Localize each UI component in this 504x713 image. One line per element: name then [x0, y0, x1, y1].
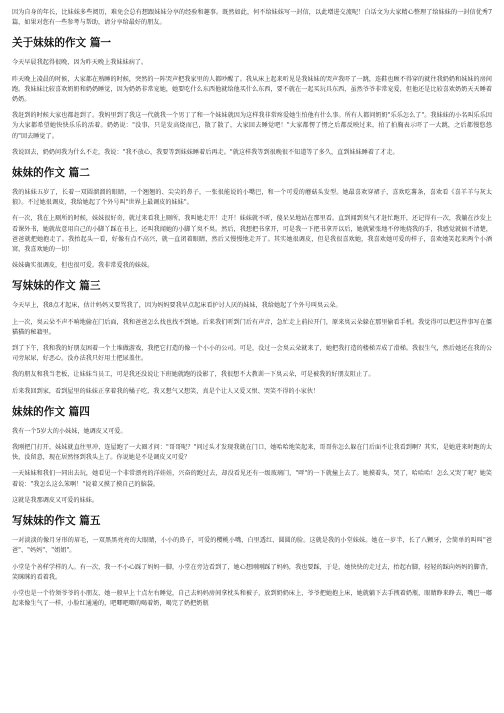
- paragraph: 今天早晨我起得很晚，因为昨天晚上我妹妹病了。: [12, 59, 148, 67]
- section-1: [12, 36, 492, 158]
- paragraph: 昨天晚上凌晨的时候，大家都在熟睡的时候，突然的一阵哭声把我家里的人都吵醒了。我从床上起来听见是我妹妹的哭声我吓了一跳，连鞋也顾不得穿的就往我奶奶和妹妹的房间跑。我妹妹比较喜欢奶奶和奶奶睡觉，因为奶奶非常宠她，她要吃什么东西他就给他买什么东西，要不就在一起买玩具东西，虽然爷爷非常宠爱，但他还是比较喜欢奶奶天天睡着奶奶。: [12, 75, 492, 104]
- paragraph: 我刚把门打开，妹妹就直往里冲，连屋跑了一大圈才问："哥哥呢？"问过头才发现我就在门口，她哈哈地笑起来，哥哥你怎么躲在门后面不让我看到啊？其实，是她进来时跑的太快，没留意，现在居然怪到我头上了。你说她是不是调皮又可爱？: [12, 444, 492, 462]
- paragraph: 小堂也是一个待须爷爷的小朋友，她一般早上十点左右睡觉，自己去妈妈房间拿枕头和被子，放到奶奶床上，爷爷把她抱上床，她就躺下去手拽着奶瓶，眼睛睁来睁去，嘴巴一嘟起来像生气了一样，小脸红通通的，吧唧吧唧的喝着奶，喝完了奶把奶瓶: [12, 589, 492, 608]
- paragraph: 小堂是个善样学样的人。有一次，我一不小心踩了妈妈一脚，小堂在旁边看到了，她心想刚刚踩了妈妈，我也要踩，于是，她快快的走过去，抬起右脚，轻轻的踩向妈妈的脚背，笑眯眯的看着我。: [12, 563, 492, 581]
- paragraph: 今天早上，我8点才起床，估计妈妈又要骂我了，因为妈妈要我早点起床看护讨人厌的妹妹，我给她起了个外号叫臭云朵。: [12, 302, 342, 310]
- section-title: 关于妹妹的作文 篇一: [12, 37, 112, 50]
- section-2: [12, 166, 492, 271]
- section-title: 写妹妹的作文 篇五: [12, 515, 101, 528]
- paragraph: 一天妹妹和我们一同出去玩，她看见一个非常漂亮的洋娃娃，兴奋的跑过去，却没看见还有一级玻璃门，"呯"的一下就撞上去了。她摸着头，哭了，哈哈哈！怎么又哭了呢？她笑着说："我怎么这么笨啊！"说着又摸了摸自己的脑袋。: [12, 470, 492, 488]
- paragraph: 我的妹妹五岁了，长着一双圆溜溜的眼睛，一个翘翘的、尖尖的鼻子，一张很能说的小嘴巴，和一个可爱的蘑菇头发型。她最喜欢穿裙子，喜欢吃薯条，喜欢看《喜羊羊与灰太狼》。不过她很调皮，我给她起了个外号叫"世界上最调皮的妹妹"。: [12, 189, 492, 207]
- section-title: 妹妹的作文 篇二: [12, 167, 90, 180]
- intro-paragraph: 因为自身的年长，比妹妹多些阅历，难免会总有想跟妹妹分享的经验和趣事。既然如此，何不给妹妹写一封信，以此增进交流呢！白话文为大家精心整理了给妹妹的一封信优秀7篇，如果对您有一些参考与帮助，请分享给最好的朋友。: [12, 9, 492, 27]
- paragraph: 这就是我那调皮又可爱的妹妹。: [12, 496, 99, 504]
- section-5: [12, 514, 492, 609]
- paragraph: 我赶到的时候大家也都赶到了。我妈里到了我这一代就我一个男丁了和一个妹妹就因为这样我非常疼爱她生怕他有什么事。所有人都问奶奶"乐乐怎么了"。我妹妹的小名叫乐乐因为大家都希望她快快乐乐的活着。奶奶说："没事，只是发高烧而已，散了散了，大家回去睡觉吧！"大家都愣了愣之后都反映过来，拍了拍胸表示吓了一大跳，之后都慢悠悠的"回去睡觉了。: [12, 112, 492, 140]
- paragraph: 上一次，臭云朵不声不响地偷在门后面，我和爸爸怎么找也找不到她。后来我们听到门后有声音，急忙走上前拉开门，原来臭云朵躲在那里偷看手机。我觉得可以把这件事写在僵猫猫的秘籍里。: [12, 318, 492, 336]
- paragraph: 我有一个5岁大的小妹妹，她调皮又可爱。: [12, 427, 127, 435]
- section-title: 写妹妹的作文 篇三: [12, 280, 101, 293]
- paragraph: 到了下午，我和我的好朋友困着一个土堆做游戏，我把它打造的像一个小小的公司。可是，没过一会臭云朵就来了，她把我打造的楼梯弄成了滑梯。我很生气，然后她还在我的公司旁尿尿，好恶心。没办法我只好用土把尿盖住。: [12, 345, 492, 363]
- paragraph: 我说回去，奶奶问我为什么不走，我说："我不放心，我要等到妹妹睡着后再走。"就这样我等到很晚很不知道等了多久，直到妹妹睡着了才走。: [12, 148, 399, 156]
- section-title: 妹妹的作文 篇四: [12, 405, 90, 418]
- paragraph: 有一次，我在上厕所的时候，妹妹很好奇，就过来看我上厕所，我叫她走开！走开！妹妹就不听，傻呆呆地站在那里看。直到闻到臭气才赶忙跑开，还记得有一次，我躺在沙发上看课外书，她就故意用自己的小脚丫踩在书上，还叫我闻她的小脚丫臭不臭。然后，我想把书拿开，可是我一下把书拿开以后，她就紧张地不停地挠我的手，我感觉就搞不清楚，爸爸就把她抱走了。我抬起头一看，好像有点不高兴，就一直闭着眼睛，然后又慢慢地走开了。其实她很调皮，但是我很喜欢她，我喜欢她可爱的样子，喜欢她笑起来两个小酒窝，我喜欢她的一切！: [12, 215, 492, 254]
- paragraph: 妹妹确实很调皮，但也很可爱。我非常爱我的妹妹。: [12, 262, 154, 270]
- paragraph: 后来我回到家，看到屋里的妹妹正拿着我的橘子吃，我又想气又想笑，真是个让人又爱又恨、哭笑不得的小家伙！: [12, 387, 320, 395]
- paragraph: 我的朋友和我当老板，让妹妹当员工，可是我还没说让下班她就跑的没影了，我很想不大教训一下臭云朵，可是被我的好朋友阻止了。: [12, 371, 375, 379]
- paragraph: 一对淡淡的像月牙形的眉毛，一双黑黑亮亮的大眼睛，小小的鼻子，可爱的樱桃小嘴，白里透红、圆圆的脸。这就是我的小堂妹妹。她在一岁半，长了八颗牙，会简单的叫叫"爸爸"、"妈妈"、"姐姐"。: [12, 537, 492, 555]
- section-4: [12, 405, 492, 506]
- section-3: [12, 279, 492, 396]
